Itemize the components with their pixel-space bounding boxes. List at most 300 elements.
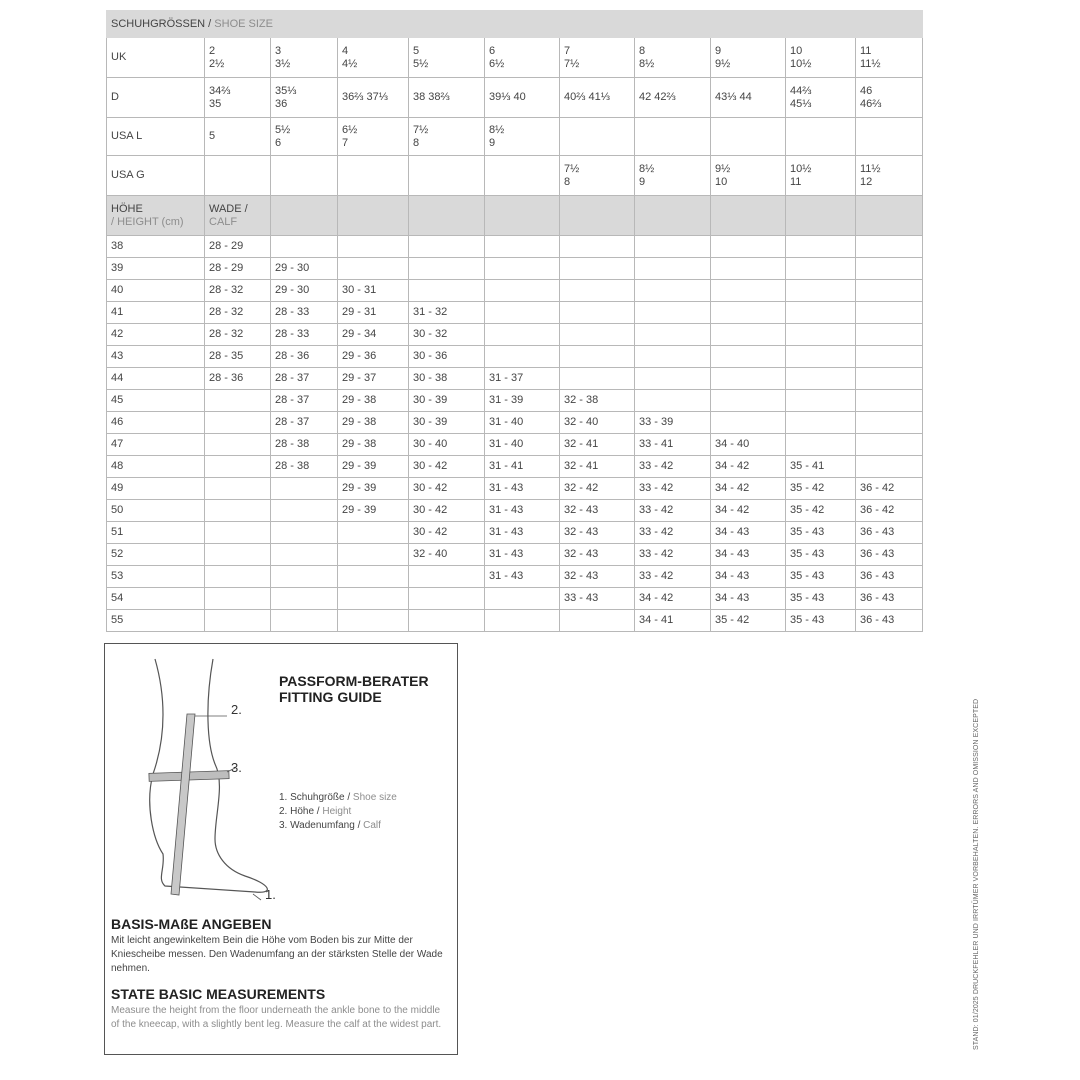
size-row-label: USA L — [107, 118, 205, 156]
calf-range-cell: 32 - 40 — [560, 412, 635, 434]
calf-range-cell: 28 - 33 — [271, 324, 338, 346]
size-cell — [271, 38, 338, 78]
size-value-alt: 46⅔ — [860, 97, 882, 110]
calf-range-cell: 29 - 30 — [271, 280, 338, 302]
size-value: 2 — [209, 44, 216, 57]
calf-range-cell: 30 - 38 — [409, 368, 485, 390]
size-row-label: USA G — [107, 156, 205, 196]
size-cell — [271, 156, 338, 196]
calf-range-cell: 35 - 43 — [786, 522, 856, 544]
calf-range-cell: 28 - 37 — [271, 412, 338, 434]
calf-range-cell: 33 - 39 — [635, 412, 711, 434]
size-row-usa-l — [107, 118, 923, 156]
size-value: 36⅔ 37⅓ — [342, 91, 388, 103]
calf-range-cell — [711, 368, 786, 390]
calf-range-cell: 29 - 30 — [271, 258, 338, 280]
size-value: 7 — [564, 44, 571, 57]
size-cell — [711, 38, 786, 78]
calf-range-cell — [711, 280, 786, 302]
calf-range-cell: 28 - 32 — [205, 280, 271, 302]
calf-range-cell — [560, 324, 635, 346]
calf-range-cell: 31 - 37 — [485, 368, 560, 390]
size-cell — [635, 78, 711, 118]
size-cell — [856, 78, 923, 118]
height-cell: 55 — [107, 610, 205, 632]
calf-range-cell — [560, 258, 635, 280]
calf-range-cell: 31 - 43 — [485, 500, 560, 522]
calf-range-cell: 35 - 43 — [786, 566, 856, 588]
size-row-usa-g — [107, 156, 923, 196]
size-value-alt: 45⅓ — [790, 97, 812, 110]
calf-range-cell — [786, 236, 856, 258]
header-blank-cell — [786, 196, 856, 236]
calf-range-cell: 31 - 43 — [485, 478, 560, 500]
size-cell — [856, 156, 923, 196]
calf-range-cell — [485, 280, 560, 302]
calf-range-cell: 34 - 42 — [711, 478, 786, 500]
size-value: 9 — [715, 44, 722, 57]
calf-range-cell — [786, 412, 856, 434]
size-value-alt: 9½ — [715, 57, 731, 70]
size-cell — [409, 78, 485, 118]
calf-range-cell — [205, 522, 271, 544]
table-row — [107, 522, 923, 544]
calf-range-cell — [338, 522, 409, 544]
size-row-uk — [107, 38, 923, 78]
calf-range-cell: 29 - 39 — [338, 456, 409, 478]
size-cell — [409, 38, 485, 78]
size-value: 38 38⅔ — [413, 91, 450, 103]
calf-range-cell — [485, 324, 560, 346]
calf-range-cell: 31 - 43 — [485, 522, 560, 544]
size-cell — [560, 38, 635, 78]
calf-range-cell: 30 - 42 — [409, 522, 485, 544]
size-value: 5 — [413, 44, 420, 57]
size-value: 11 — [860, 44, 872, 57]
calf-range-cell: 31 - 41 — [485, 456, 560, 478]
calf-range-cell: 34 - 40 — [711, 434, 786, 456]
calf-range-cell — [635, 302, 711, 324]
calf-range-cell — [856, 280, 923, 302]
size-row-label: D — [107, 78, 205, 118]
height-cell: 46 — [107, 412, 205, 434]
size-value-alt: 11 — [790, 175, 802, 188]
calf-range-cell — [271, 478, 338, 500]
calf-range-cell: 34 - 42 — [711, 456, 786, 478]
calf-range-cell — [338, 610, 409, 632]
table-row — [107, 610, 923, 632]
size-cell — [856, 118, 923, 156]
calf-range-cell: 36 - 43 — [856, 588, 923, 610]
calf-range-cell: 34 - 41 — [635, 610, 711, 632]
height-calf-header — [107, 196, 923, 236]
size-value-alt: 36 — [275, 97, 288, 110]
table-row — [107, 456, 923, 478]
table-row — [107, 368, 923, 390]
calf-range-cell — [271, 500, 338, 522]
size-value: 3 — [275, 44, 282, 57]
calf-range-cell — [205, 566, 271, 588]
calf-range-cell: 28 - 38 — [271, 434, 338, 456]
height-cell: 50 — [107, 500, 205, 522]
header-blank-cell — [409, 196, 485, 236]
table-title: SCHUHGRÖSSEN / SHOE SIZE — [107, 11, 923, 38]
calf-range-cell — [205, 434, 271, 456]
guide-list — [279, 791, 397, 833]
calf-range-cell: 30 - 42 — [409, 456, 485, 478]
calf-range-cell: 30 - 32 — [409, 324, 485, 346]
calf-range-cell: 36 - 43 — [856, 610, 923, 632]
calf-range-cell: 31 - 43 — [485, 566, 560, 588]
calf-range-cell: 28 - 35 — [205, 346, 271, 368]
size-cell — [786, 118, 856, 156]
calf-range-cell — [856, 236, 923, 258]
size-value: 8 — [639, 44, 646, 57]
table-row — [107, 324, 923, 346]
marker-3: 3. — [231, 760, 242, 775]
calf-range-cell — [856, 412, 923, 434]
size-cell — [205, 78, 271, 118]
calf-range-cell — [560, 280, 635, 302]
height-cell: 41 — [107, 302, 205, 324]
leg-measurement-illustration — [135, 654, 275, 904]
calf-range-cell: 32 - 38 — [560, 390, 635, 412]
calf-range-cell — [786, 346, 856, 368]
guide-list-item: 3. Wadenumfang / Calf — [279, 820, 381, 831]
calf-range-cell: 29 - 37 — [338, 368, 409, 390]
calf-range-cell — [786, 390, 856, 412]
size-cell — [338, 156, 409, 196]
table-row — [107, 544, 923, 566]
calf-range-cell: 35 - 42 — [711, 610, 786, 632]
calf-range-cell: 28 - 32 — [205, 302, 271, 324]
header-blank-cell — [635, 196, 711, 236]
calf-range-cell: 33 - 42 — [635, 456, 711, 478]
size-value: 40⅔ 41⅓ — [564, 91, 610, 103]
size-value-alt: 7 — [342, 136, 349, 149]
size-cell — [786, 156, 856, 196]
size-value-alt: 10 — [715, 175, 728, 188]
calf-header: WADE / CALF — [205, 196, 271, 236]
size-cell — [271, 118, 338, 156]
calf-range-cell — [485, 346, 560, 368]
size-cell — [635, 38, 711, 78]
size-value: 34⅔ — [209, 84, 231, 97]
table-title-row — [107, 11, 923, 38]
size-value-alt: 2½ — [209, 57, 225, 70]
height-cell: 43 — [107, 346, 205, 368]
size-value: 9½ — [715, 162, 731, 175]
calf-range-cell — [856, 456, 923, 478]
table-row — [107, 390, 923, 412]
calf-range-cell — [338, 544, 409, 566]
calf-range-cell — [856, 258, 923, 280]
calf-range-cell: 34 - 43 — [711, 544, 786, 566]
size-cell — [786, 78, 856, 118]
height-cell: 52 — [107, 544, 205, 566]
calf-range-cell — [786, 368, 856, 390]
table-row — [107, 566, 923, 588]
size-cell — [856, 38, 923, 78]
size-value-alt: 6 — [275, 136, 282, 149]
size-value: 8½ — [639, 162, 655, 175]
calf-range-cell — [205, 500, 271, 522]
size-value: 39⅓ 40 — [489, 91, 526, 103]
size-cell — [711, 118, 786, 156]
calf-range-cell — [786, 324, 856, 346]
calf-range-cell — [786, 302, 856, 324]
calf-range-cell: 30 - 39 — [409, 412, 485, 434]
height-cell: 39 — [107, 258, 205, 280]
calf-range-cell: 30 - 40 — [409, 434, 485, 456]
header-blank-cell — [485, 196, 560, 236]
state-text: Measure the height from the floor underneath the ankle bone to the middle of the kneecap, with a slightly bent leg. Measure the calf at the widest part. — [111, 1005, 442, 1030]
size-value-alt: 11½ — [860, 57, 881, 70]
size-cell — [711, 78, 786, 118]
calf-range-cell — [786, 434, 856, 456]
calf-range-cell — [271, 544, 338, 566]
table-row — [107, 258, 923, 280]
size-value: 43⅓ 44 — [715, 91, 752, 103]
calf-range-cell — [271, 236, 338, 258]
calf-range-cell — [409, 566, 485, 588]
calf-range-cell — [338, 258, 409, 280]
size-value: 5 — [209, 130, 216, 142]
calf-range-cell — [856, 390, 923, 412]
size-cell — [338, 38, 409, 78]
calf-range-cell: 28 - 38 — [271, 456, 338, 478]
calf-range-cell: 36 - 42 — [856, 478, 923, 500]
size-value: 44⅔ — [790, 84, 812, 97]
height-cell: 44 — [107, 368, 205, 390]
size-cell — [485, 156, 560, 196]
size-cell — [205, 156, 271, 196]
calf-range-cell: 28 - 33 — [271, 302, 338, 324]
calf-range-cell — [338, 566, 409, 588]
header-blank-cell — [856, 196, 923, 236]
calf-range-cell: 28 - 36 — [205, 368, 271, 390]
height-cell: 45 — [107, 390, 205, 412]
table-row — [107, 346, 923, 368]
calf-range-cell — [205, 456, 271, 478]
size-value: 8½ — [489, 123, 505, 136]
size-cell — [560, 118, 635, 156]
height-cell: 51 — [107, 522, 205, 544]
height-cell: 53 — [107, 566, 205, 588]
calf-range-cell: 32 - 43 — [560, 544, 635, 566]
calf-range-cell: 34 - 43 — [711, 588, 786, 610]
calf-range-cell: 31 - 39 — [485, 390, 560, 412]
calf-range-cell — [560, 346, 635, 368]
basis-text: Mit leicht angewinkeltem Bein die Höhe vom Boden bis zur Mitte der Kniescheibe messen. Den Wadenumfang an der stärksten Stelle der Wade nehmen. — [111, 935, 443, 974]
calf-range-cell — [711, 390, 786, 412]
size-value: 6 — [489, 44, 496, 57]
calf-range-cell — [485, 236, 560, 258]
guide-list-item: 1. Schuhgröße / Shoe size — [279, 792, 397, 803]
calf-range-cell — [205, 588, 271, 610]
calf-range-cell: 32 - 41 — [560, 434, 635, 456]
calf-range-cell: 35 - 41 — [786, 456, 856, 478]
calf-range-cell: 29 - 39 — [338, 500, 409, 522]
size-value-alt: 35 — [209, 97, 222, 110]
calf-range-cell: 30 - 42 — [409, 478, 485, 500]
calf-range-cell: 30 - 36 — [409, 346, 485, 368]
size-value: 5½ — [275, 123, 291, 136]
calf-range-cell: 32 - 41 — [560, 456, 635, 478]
height-cell: 49 — [107, 478, 205, 500]
size-value: 7½ — [564, 162, 580, 175]
calf-range-cell: 35 - 43 — [786, 588, 856, 610]
calf-range-cell — [635, 258, 711, 280]
calf-range-cell: 33 - 42 — [635, 544, 711, 566]
calf-range-cell: 28 - 29 — [205, 236, 271, 258]
state-title: STATE BASIC MEASUREMENTS — [111, 986, 326, 1002]
calf-range-cell — [485, 258, 560, 280]
size-value: 4 — [342, 44, 349, 57]
size-value-alt: 12 — [860, 175, 873, 188]
calf-range-cell — [409, 236, 485, 258]
height-cell: 42 — [107, 324, 205, 346]
height-header: HÖHE / HEIGHT (cm) — [107, 196, 205, 236]
fitting-guide-box — [104, 643, 458, 1055]
calf-range-cell: 36 - 42 — [856, 500, 923, 522]
size-row-d — [107, 78, 923, 118]
calf-range-cell — [205, 390, 271, 412]
calf-range-cell: 33 - 42 — [635, 478, 711, 500]
calf-range-cell: 31 - 40 — [485, 434, 560, 456]
size-table — [106, 10, 923, 632]
calf-range-cell — [711, 258, 786, 280]
height-cell: 47 — [107, 434, 205, 456]
calf-range-cell: 31 - 40 — [485, 412, 560, 434]
calf-range-cell: 32 - 43 — [560, 522, 635, 544]
calf-range-cell: 34 - 42 — [635, 588, 711, 610]
size-value-alt: 10½ — [790, 57, 812, 70]
size-cell — [560, 156, 635, 196]
calf-range-cell — [271, 522, 338, 544]
guide-list-item: 2. Höhe / Height — [279, 806, 352, 817]
calf-range-cell — [856, 302, 923, 324]
calf-range-cell — [711, 236, 786, 258]
size-value: 6½ — [342, 123, 358, 136]
calf-range-cell: 36 - 43 — [856, 566, 923, 588]
calf-range-cell — [409, 280, 485, 302]
size-value-alt: 4½ — [342, 57, 358, 70]
side-note: STAND: 01/2025 DRUCKFEHLER UND IRRTÜMER VORBEHALTEN. ERRORS AND OMISSION EXCEPTED — [973, 698, 980, 1050]
size-value-alt: 8 — [564, 175, 571, 188]
calf-range-cell — [786, 258, 856, 280]
height-cell: 38 — [107, 236, 205, 258]
table-row — [107, 302, 923, 324]
size-cell — [635, 118, 711, 156]
size-cell — [338, 118, 409, 156]
calf-range-cell — [711, 302, 786, 324]
size-cell — [786, 38, 856, 78]
calf-range-cell — [409, 610, 485, 632]
calf-range-cell — [560, 368, 635, 390]
size-value-alt: 5½ — [413, 57, 429, 70]
calf-range-cell: 36 - 43 — [856, 544, 923, 566]
calf-range-cell — [485, 588, 560, 610]
calf-range-cell: 32 - 42 — [560, 478, 635, 500]
calf-range-cell: 32 - 43 — [560, 566, 635, 588]
calf-range-cell: 29 - 38 — [338, 412, 409, 434]
calf-range-cell: 28 - 32 — [205, 324, 271, 346]
calf-range-cell — [635, 324, 711, 346]
size-value-alt: 9 — [639, 175, 646, 188]
calf-range-cell: 28 - 36 — [271, 346, 338, 368]
size-value-alt: 7½ — [564, 57, 580, 70]
calf-range-cell — [635, 236, 711, 258]
calf-range-cell: 32 - 40 — [409, 544, 485, 566]
size-value: 7½ — [413, 123, 429, 136]
height-cell: 40 — [107, 280, 205, 302]
size-value: 10½ — [790, 162, 812, 175]
height-cell: 54 — [107, 588, 205, 610]
calf-range-cell: 35 - 43 — [786, 610, 856, 632]
calf-range-cell: 28 - 29 — [205, 258, 271, 280]
calf-range-cell — [560, 302, 635, 324]
size-cell — [485, 38, 560, 78]
calf-range-cell: 28 - 37 — [271, 368, 338, 390]
calf-range-cell: 29 - 38 — [338, 390, 409, 412]
header-blank-cell — [338, 196, 409, 236]
size-cell — [205, 118, 271, 156]
calf-range-cell — [635, 346, 711, 368]
height-cell: 48 — [107, 456, 205, 478]
table-row — [107, 588, 923, 610]
size-value: 11½ — [860, 162, 881, 175]
size-value: 42 42⅔ — [639, 91, 676, 103]
calf-range-cell — [271, 588, 338, 610]
calf-range-cell: 36 - 43 — [856, 522, 923, 544]
table-row — [107, 412, 923, 434]
table-row — [107, 280, 923, 302]
guide-title: PASSFORM-BERATER — [279, 673, 429, 689]
size-value: 46 — [860, 84, 873, 97]
calf-range-cell — [711, 346, 786, 368]
calf-range-cell — [711, 324, 786, 346]
marker-2: 2. — [231, 702, 242, 717]
calf-range-cell: 34 - 43 — [711, 522, 786, 544]
calf-range-cell: 29 - 38 — [338, 434, 409, 456]
size-value-alt: 3½ — [275, 57, 291, 70]
size-value-alt: 6½ — [489, 57, 505, 70]
size-cell — [560, 78, 635, 118]
calf-range-cell: 33 - 41 — [635, 434, 711, 456]
calf-range-cell: 33 - 42 — [635, 522, 711, 544]
calf-range-cell: 29 - 31 — [338, 302, 409, 324]
calf-range-cell — [409, 588, 485, 610]
calf-range-cell — [635, 368, 711, 390]
calf-range-cell — [485, 610, 560, 632]
calf-range-cell — [711, 412, 786, 434]
calf-range-cell — [338, 588, 409, 610]
calf-range-cell — [271, 566, 338, 588]
calf-range-cell — [635, 390, 711, 412]
calf-range-cell: 35 - 42 — [786, 478, 856, 500]
marker-1: 1. — [265, 887, 276, 902]
size-cell — [485, 118, 560, 156]
calf-range-cell — [485, 302, 560, 324]
table-row — [107, 478, 923, 500]
size-value-alt: 8 — [413, 136, 420, 149]
calf-range-cell — [560, 610, 635, 632]
header-blank-cell — [271, 196, 338, 236]
calf-range-cell — [205, 478, 271, 500]
header-blank-cell — [560, 196, 635, 236]
size-row-label: UK — [107, 38, 205, 78]
